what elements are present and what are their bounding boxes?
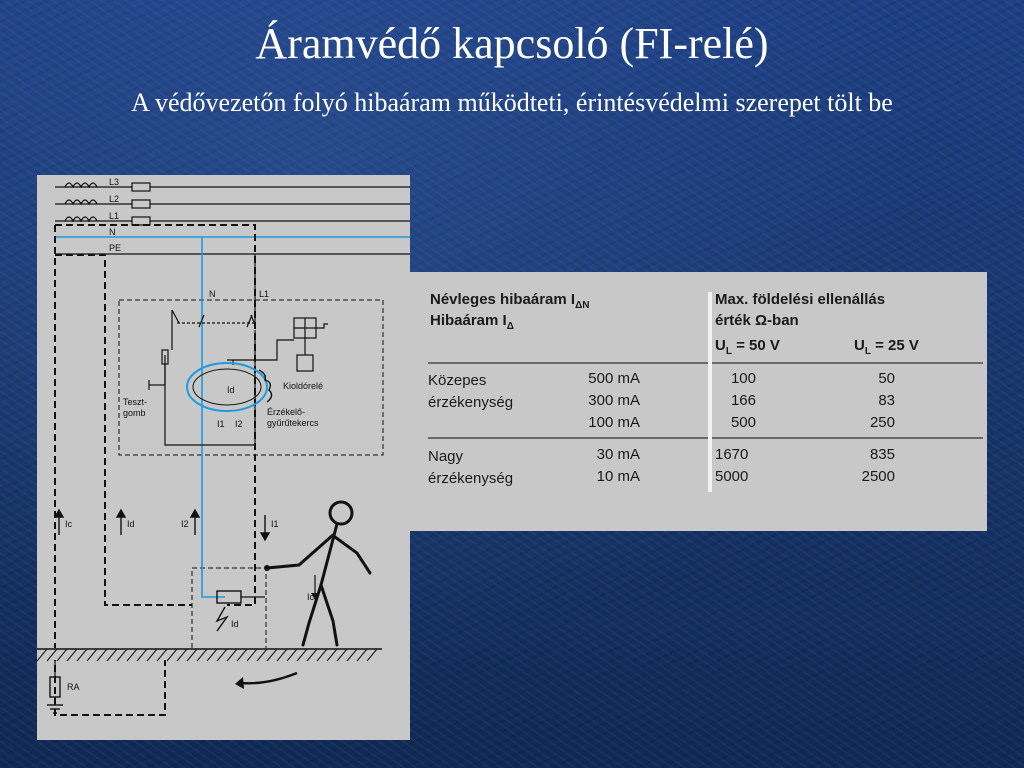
table-cell-ul50: 100 <box>730 370 756 387</box>
group2-label-line1: Nagy <box>428 448 464 465</box>
slide-title: Áramvédő kapcsoló (FI-relé) <box>255 19 769 68</box>
group-divider <box>428 437 983 439</box>
slide-subtitle: A védővezetőn folyó hibaáram működteti, érintésvédelmi szerepet tölt be <box>131 88 893 117</box>
label-test-button: Teszt- <box>123 397 148 407</box>
table-cell-ul25: 83 <box>878 392 895 409</box>
table-cell-ul50: 5000 <box>715 468 749 485</box>
label-n: N <box>109 227 116 237</box>
rcd-sensitivity-table <box>398 272 987 531</box>
label-l1: L1 <box>109 211 120 221</box>
label-pe: PE <box>109 243 122 253</box>
group2-label-line2: érzékenység <box>428 470 514 487</box>
table-cell-current: 10 mA <box>596 468 640 485</box>
table-cell-ul25: 835 <box>869 446 895 463</box>
label-ic-pe: Ic <box>65 519 73 529</box>
table-cell-current: 300 mA <box>588 392 640 409</box>
header-col1-line2: Hibaáram $I_\Delta$ <box>430 312 514 332</box>
label-sensor-coil-2: gyűrűtekercs <box>267 418 319 428</box>
label-l2: L2 <box>109 194 120 204</box>
label-id-coil: Id <box>227 385 235 395</box>
table-cell-current: 100 mA <box>588 414 640 431</box>
label-l3: L3 <box>109 177 120 187</box>
label-i1-l1: I1 <box>271 519 279 529</box>
table-cell-ul50: 1670 <box>715 446 749 463</box>
header-col2-line1: Max. földelési ellenállás <box>715 291 886 308</box>
label-sensor-coil: Érzékelő- <box>267 407 306 417</box>
table-cell-ul25: 50 <box>878 370 895 387</box>
table-cell-ul50: 500 <box>730 414 756 431</box>
label-i2-n: I2 <box>181 519 189 529</box>
table-cell-current: 30 mA <box>596 446 640 463</box>
table-cell-ul50: 166 <box>730 392 756 409</box>
table-cell-current: 500 mA <box>588 370 640 387</box>
label-ic-body: Ic <box>307 592 315 602</box>
group1-label-line1: Közepes <box>428 372 487 389</box>
table-cell-ul25: 2500 <box>861 468 895 485</box>
label-rcd-n: N <box>209 289 216 299</box>
header-ul25: $U_L = 25$ V <box>854 337 919 357</box>
label-i2-coil: I2 <box>235 419 243 429</box>
group1-label-line2: érzékenység <box>428 394 514 411</box>
label-id-return: Id <box>127 519 135 529</box>
label-test-button-2: gomb <box>123 408 146 418</box>
header-divider <box>428 362 983 364</box>
label-rcd-l1: L1 <box>259 289 270 299</box>
label-id-fault: Id <box>231 619 239 629</box>
table-cell-ul25: 250 <box>869 414 895 431</box>
label-ra: RA <box>67 682 80 692</box>
label-i1-coil: I1 <box>217 419 225 429</box>
rcd-circuit-diagram <box>37 175 410 740</box>
header-col2-line2: érték Ω-ban <box>715 312 799 329</box>
header-ul50: $U_L = 50$ V <box>715 337 780 357</box>
label-trip-relay: Kioldórelé <box>283 381 324 391</box>
header-col1-line1: Névleges hibaáram $I_{\Delta N}$ <box>430 291 590 311</box>
